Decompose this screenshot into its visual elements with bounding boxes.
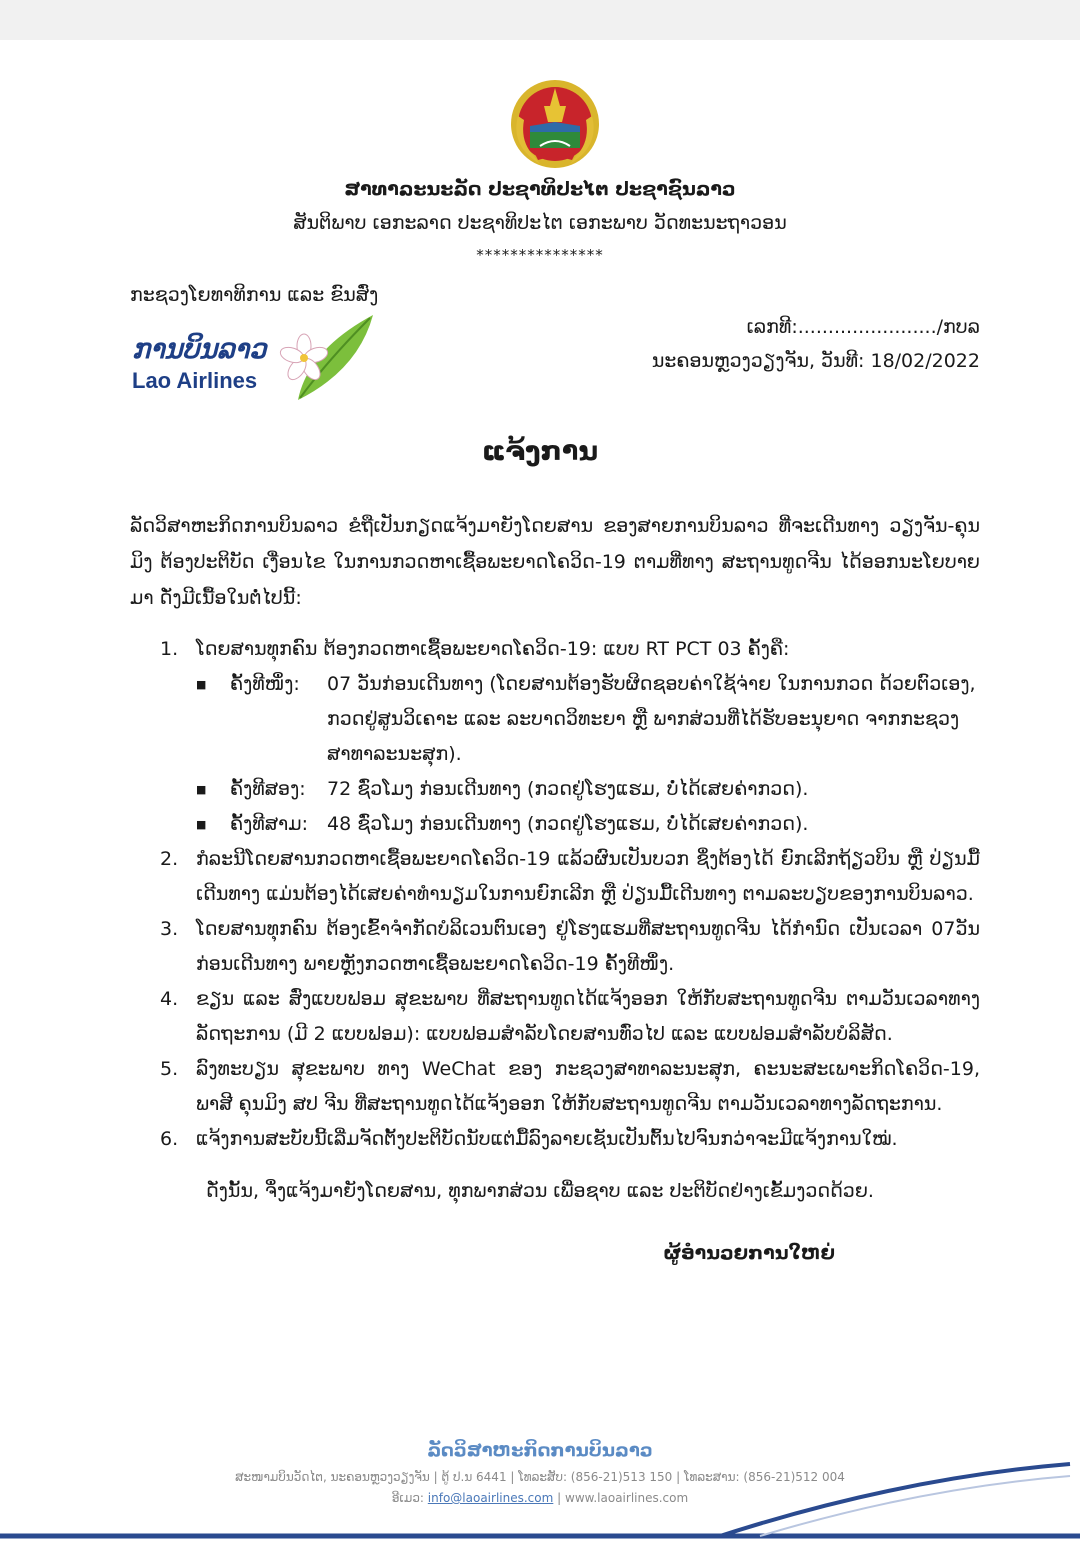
top-bar [0, 0, 1080, 40]
stars-divider: *************** [476, 246, 604, 264]
intro-paragraph: ລັດວິສາຫະກິດການບິນລາວ ຂໍຖືເປັນກຽດແຈ້ງມາຍັງໂດຍສານ ຂອງສາຍການບິນລາວ ທີ່ຈະເດີນທາງ ວຽງຈັນ-ຄຸນມິງ ຕ້ອງປະຕິບັດ ເງື່ອນໄຂ ໃນການກວດຫາເຊື້ອພະຍາດໂຄວິດ-19 ຕາມທີ່ທາງ ສະຖານທູດຈີນ ໄດ້ອອກນະໂຍບາຍມາ ດັ່ງມີເນື້ອໃນຕໍ່ໄປນີ້: [130, 515, 980, 609]
list-item: 5. ລົງທະບຽນ ສຸຂະພາບ ທາງ WeChat ຂອງ ກະຊວງສາທາລະນະສຸກ, ຄະນະສະເພາະກິດໂຄວິດ-19, ພາສີ ຄຸນມິງ ສປ ຈີນ ທີ່ສະຖານທູດໄດ້ແຈ້ງອອກ ໃຫ້ກັບສະຖານທູດຈີນ ຕາມວັນເວລາທາງລັດຖະການ. [160, 1058, 980, 1115]
place-and-date: ນະຄອນຫຼວງວຽງຈັນ, ວັນທີ: 18/02/2022 [651, 350, 980, 372]
website-link[interactable]: www.laoairlines.com [565, 1491, 689, 1505]
sub-list-item: ■ ຄັ້ງທີສາມ: 48 ຊົ່ວໂມງ ກ່ອນເດີນທາງ (ກວດຢູ່ໂຮງແຮມ, ບໍ່ໄດ້ເສຍຄ່າກວດ). [160, 807, 980, 842]
reference-number: ເລກທີ:......................./ກບລ [746, 316, 980, 338]
logo-english-text: Lao Airlines [132, 368, 258, 393]
document-title: ແຈ້ງການ [481, 436, 599, 467]
list-item: 6. ແຈ້ງການສະບັບນີ້ເລີ່ມຈັດຕັ້ງປະຕິບັດນັບແຕ່ມື້ລົງລາຍເຊັນເປັນຕົ້ນໄປຈົນກວ່າຈະມີແຈ້ງການໃໝ່. [160, 1128, 898, 1150]
country-name: ສາທາລະນະລັດ ປະຊາທິປະໄຕ ປະຊາຊົນລາວ [344, 178, 736, 200]
email-link[interactable]: info@laoairlines.com [427, 1491, 554, 1505]
footer-address: ສະໜາມບິນວັດໄຕ, ນະຄອນຫຼວງວຽງຈັນ | ຕູ້ ປ.ນ 6441 | ໂທລະສັບ: (856-21)513 150 | ໂທລະສານ: (856-21)512 004 [235, 1470, 845, 1484]
list-item: 2. ກໍລະນີໂດຍສານກວດຫາເຊື້ອພະຍາດໂຄວິດ-19 ແລ້ວຜົນເປັນບວກ ຊຶ່ງຕ້ອງໄດ້ ຍົກເລີກຖ້ຽວບິນ ຫຼື ປ່ຽນມື້ເດີນທາງ ແມ່ນຕ້ອງໄດ້ເສຍຄ່າທຳນຽມໃນການຍົກເລີກ ຫຼື ປ່ຽນມື້ເດີນທາງ ຕາມລະບຽບຂອງການບິນລາວ. [160, 848, 980, 905]
footer-contact: ອີເມວ: info@laoairlines.com | www.laoairlines.com [391, 1491, 689, 1505]
ministry-name: ກະຊວງໂຍທາທິການ ແລະ ຂົນສົ່ງ [130, 284, 379, 306]
sub-list-item: ■ ຄັ້ງທີສອງ: 72 ຊົ່ວໂມງ ກ່ອນເດີນທາງ (ກວດຢູ່ໂຮງແຮມ, ບໍ່ໄດ້ເສຍຄ່າກວດ). [160, 772, 980, 807]
bullet-icon: ■ [196, 678, 207, 691]
footer-organization: ລັດວິສາຫະກິດການບິນລາວ [427, 1440, 653, 1461]
closing-sentence: ດັ່ງນັ້ນ, ຈຶ່ງແຈ້ງມາຍັງໂດຍສານ, ທຸກພາກສ່ວນ ເພື່ອຊາບ ແລະ ປະຕິບັດຢ່າງເຂັ້ມງວດດ້ວຍ. [206, 1180, 874, 1202]
frangipani-leaf-icon [278, 310, 378, 405]
list-item: 4. ຂຽນ ແລະ ສົ່ງແບບຟອມ ສຸຂະພາບ ທີ່ສະຖານທູດໄດ້ແຈ້ງອອກ ໃຫ້ກັບສະຖານທູດຈີນ ຕາມວັນເວລາທາງລັດຖະການ (ມີ 2 ແບບຟອມ): ແບບຟອມສຳລັບໂດຍສານທົ່ວໄປ ແລະ ແບບຟອມສຳລັບບໍລິສັດ. [160, 988, 980, 1045]
numbered-list [160, 632, 980, 1157]
national-emblem-icon [500, 76, 610, 174]
list-item: 1. ໂດຍສານທຸກຄົນ ຕ້ອງກວດຫາເຊື້ອພະຍາດໂຄວິດ-19: ແບບ RT PCT 03 ຄັ້ງຄື: [160, 638, 790, 660]
logo-lao-text: ການບິນລາວ [132, 334, 267, 365]
bullet-icon: ■ [196, 818, 207, 831]
signatory-title: ຜູ້ອຳນວຍການໃຫຍ່ [663, 1242, 835, 1264]
sub-list-item: ■ ຄັ້ງທີໜຶ່ງ: 07 ວັນກ່ອນເດີນທາງ (ໂດຍສານຕ້ອງຮັບຜິດຊອບຄ່າໃຊ້ຈ່າຍ ໃນການກວດ ດ້ວຍຕົວເອງ, ກວດຢູ່ສູນວິເຄາະ ແລະ ລະບາດວິທະຍາ ຫຼື ພາກສ່ວນທີ່ໄດ້ຮັບອະນຸຍາດ ຈາກກະຊວງສາທາລະນະສຸກ). [160, 667, 980, 772]
national-motto: ສັນຕິພາບ ເອກະລາດ ປະຊາທິປະໄຕ ເອກະພາບ ວັດທະນະຖາວອນ [293, 212, 787, 234]
lao-airlines-logo [128, 310, 378, 405]
bullet-icon: ■ [196, 783, 207, 796]
list-item: 3. ໂດຍສານທຸກຄົນ ຕ້ອງເຂົ້າຈຳກັດບໍລິເວນຕົນເອງ ຢູ່ໂຮງແຮມທີ່ສະຖານທູດຈີນ ໄດ້ກຳນົດ ເປັນເວລາ 07ວັນ ກ່ອນເດີນທາງ ພາຍຫຼັງກວດຫາເຊື້ອພະຍາດໂຄວິດ-19 ຄັ້ງທີໜຶ່ງ. [160, 918, 980, 975]
